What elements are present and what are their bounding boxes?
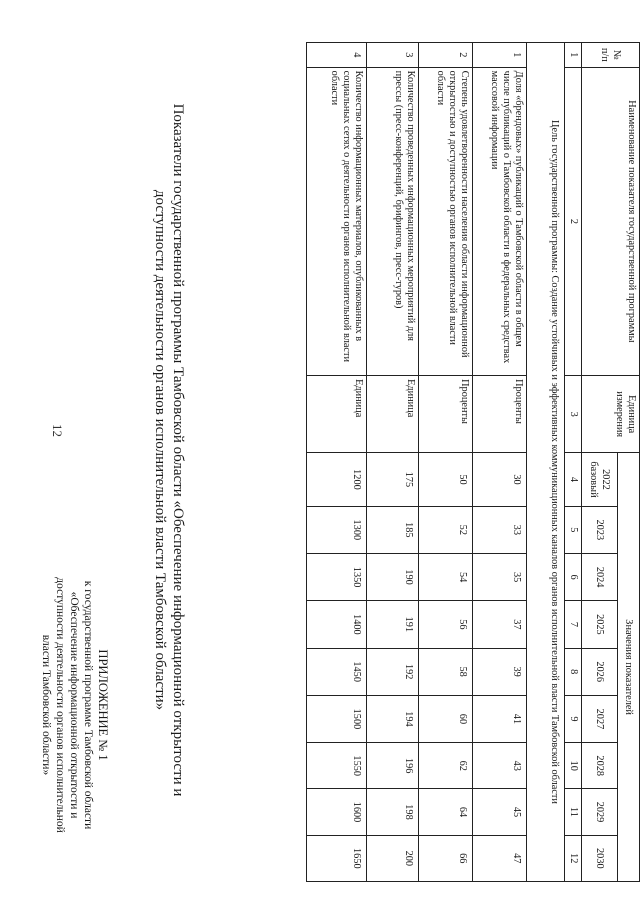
row-unit: Единица (307, 376, 367, 453)
document-title-line: доступности деятельности органов исполнительной власти Тамбовской области» (152, 189, 168, 711)
column-number: 6 (565, 553, 582, 600)
column-number: 12 (565, 835, 582, 881)
header-year: 2022 базовый (582, 453, 618, 506)
header-row (618, 43, 640, 882)
goal-cell: Цель государственной программы: Создание устойчивых и эффективных коммуникационных каналов органов исполнительной власти Тамбовской области (527, 43, 565, 882)
header-year: 2028 (582, 743, 618, 789)
header-year: 2024 (582, 553, 618, 600)
table-row (307, 43, 367, 882)
row-unit: Проценты (473, 376, 527, 453)
row-value: 30 (473, 453, 527, 506)
appendix-line: доступности деятельности органов исполнительной (54, 577, 66, 833)
row-value: 196 (367, 743, 419, 789)
row-value: 52 (419, 506, 473, 553)
row-value: 1650 (307, 835, 367, 881)
appendix-line: власти Тамбовской области» (40, 634, 52, 776)
row-value: 1400 (307, 601, 367, 648)
column-number: 11 (565, 789, 582, 835)
row-value: 185 (367, 506, 419, 553)
header-year: 2023 (582, 506, 618, 553)
header-name: Наименование показателя государственной программы (582, 67, 640, 375)
row-value: 39 (473, 648, 527, 695)
row-value: 64 (419, 789, 473, 835)
row-value: 45 (473, 789, 527, 835)
row-value: 1500 (307, 695, 367, 742)
row-value: 56 (419, 601, 473, 648)
row-value: 35 (473, 553, 527, 600)
column-number: 2 (565, 67, 582, 375)
header-unit: Единица измерения (582, 376, 640, 453)
column-number: 7 (565, 601, 582, 648)
appendix-line: «Обеспечение информационной открытости и (68, 591, 80, 819)
row-value: 33 (473, 506, 527, 553)
row-num: 4 (307, 43, 367, 68)
table-row (367, 43, 419, 882)
row-value: 66 (419, 835, 473, 881)
document-title (151, 70, 187, 830)
row-value: 37 (473, 601, 527, 648)
row-value: 1200 (307, 453, 367, 506)
table-row (419, 43, 473, 882)
row-num: 2 (419, 43, 473, 68)
indicators-table (306, 42, 640, 882)
header-values-group: Значения показателей (618, 453, 640, 882)
column-number: 8 (565, 648, 582, 695)
table-row (473, 43, 527, 882)
header-year: 2029 (582, 789, 618, 835)
row-value: 190 (367, 553, 419, 600)
column-number: 3 (565, 376, 582, 453)
row-value: 192 (367, 648, 419, 695)
row-value: 50 (419, 453, 473, 506)
column-numbers-row (565, 43, 582, 882)
column-number: 10 (565, 743, 582, 789)
row-value: 43 (473, 743, 527, 789)
document-title-line: Показатели государственной программы Тамбовской области «Обеспечение информационной открытости и (170, 103, 186, 797)
row-value: 54 (419, 553, 473, 600)
row-value: 1550 (307, 743, 367, 789)
header-year: 2026 (582, 648, 618, 695)
column-number: 5 (565, 506, 582, 553)
appendix-header (39, 540, 110, 870)
row-value: 194 (367, 695, 419, 742)
goal-row (527, 43, 565, 882)
row-value: 191 (367, 601, 419, 648)
column-number: 4 (565, 453, 582, 506)
row-value: 200 (367, 835, 419, 881)
row-name: Количество проведенных информационных мероприятий для прессы (пресс-конференций, брифингов, пресс-туров) (367, 67, 419, 375)
row-unit: Проценты (419, 376, 473, 453)
column-number: 9 (565, 695, 582, 742)
row-value: 198 (367, 789, 419, 835)
header-year: 2030 (582, 835, 618, 881)
row-value: 58 (419, 648, 473, 695)
header-num: № п/п (582, 43, 640, 68)
row-value: 1350 (307, 553, 367, 600)
row-value: 1600 (307, 789, 367, 835)
row-value: 175 (367, 453, 419, 506)
row-value: 47 (473, 835, 527, 881)
row-unit: Единица (367, 376, 419, 453)
row-num: 3 (367, 43, 419, 68)
row-value: 62 (419, 743, 473, 789)
column-number: 1 (565, 43, 582, 68)
row-name: Количество информационных материалов, опубликованных в социальных сетях о деятельности органов исполнительной власти области (307, 67, 367, 375)
appendix-title: ПРИЛОЖЕНИЕ № 1 (96, 649, 110, 761)
row-name: Доля «брендовых» публикаций о Тамбовской области в общем числе публикаций о Тамбовской области в федеральных средствах массовой информации (473, 67, 527, 375)
appendix-line: к государственной программе Тамбовской области (82, 580, 94, 830)
row-name: Степень удовлетворенности населения области информационной открытостью и доступностью органов исполнительной власти области (419, 67, 473, 375)
header-year: 2027 (582, 695, 618, 742)
row-value: 60 (419, 695, 473, 742)
page-number: 12 (50, 424, 65, 437)
header-year: 2025 (582, 601, 618, 648)
row-value: 1300 (307, 506, 367, 553)
row-value: 41 (473, 695, 527, 742)
row-num: 1 (473, 43, 527, 68)
row-value: 1450 (307, 648, 367, 695)
